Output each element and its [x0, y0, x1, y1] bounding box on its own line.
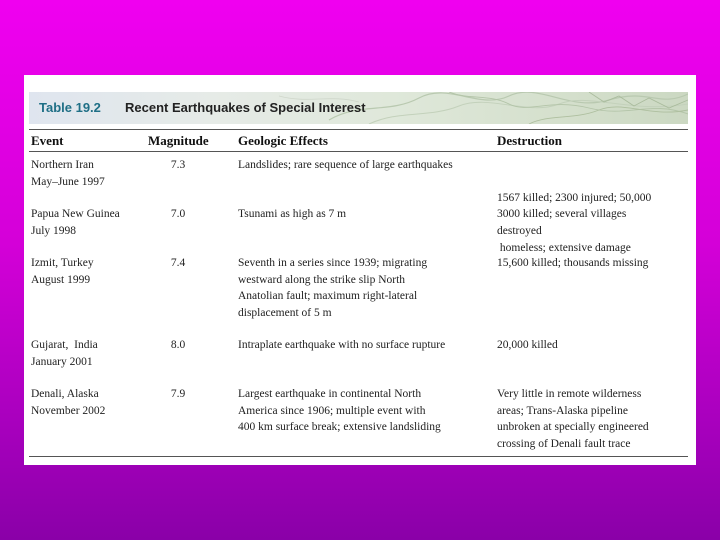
- effects-line: Largest earthquake in continental North: [238, 388, 422, 400]
- effects-line: 400 km surface break; extensive landsliding: [238, 421, 441, 433]
- table-number: Table 19.2: [39, 100, 101, 115]
- effects-line: Seventh in a series since 1939; migrating: [238, 257, 428, 269]
- destruction-cell: [497, 206, 626, 239]
- effects-line: America since 1906; multiple event with: [238, 404, 426, 417]
- effects-cell: [238, 157, 453, 174]
- effects-cell: [238, 206, 346, 223]
- effects-line: Landslides; rare sequence of large earthquakes: [238, 159, 453, 171]
- destruction-line: crossing of Denali fault trace: [497, 437, 631, 450]
- destruction-cell: [497, 337, 558, 354]
- effects-line: Tsunami as high as 7 m: [238, 208, 347, 220]
- bottom-rule: [29, 456, 688, 457]
- effects-line: Intraplate earthquake with no surface rupture: [238, 339, 446, 351]
- effects-line: displacement of 5 m: [238, 306, 332, 319]
- event-location: Izmit, Turkey: [31, 257, 94, 269]
- magnitude-cell: 7.3: [170, 159, 186, 171]
- magnitude-cell: 8.0: [170, 339, 186, 351]
- effects-line: westward along the strike slip North: [238, 273, 406, 286]
- magnitude-cell: 7.0: [170, 208, 186, 220]
- event-date: January 2001: [31, 355, 93, 368]
- event-cell: [31, 206, 120, 239]
- magnitude-cell: 7.4: [170, 257, 186, 269]
- destruction-line: unbroken at specially engineered: [497, 421, 649, 433]
- column-header-geologic-effects: Geologic Effects: [238, 133, 328, 148]
- event-cell: [31, 337, 98, 370]
- event-date: August 1999: [31, 273, 91, 286]
- table-card: [24, 75, 696, 465]
- magnitude-cell: 7.9: [170, 388, 186, 400]
- event-cell: [31, 157, 105, 190]
- event-date: May–June 1997: [31, 175, 105, 188]
- event-cell: [31, 386, 105, 419]
- top-rule: [29, 129, 688, 130]
- event-cell: [31, 255, 94, 288]
- event-location: Papua New Guinea: [31, 208, 120, 220]
- table-title: Recent Earthquakes of Special Interest: [125, 100, 366, 115]
- destruction-line: 15,600 killed; thousands missing: [497, 257, 649, 269]
- destruction-line: areas; Trans-Alaska pipeline: [497, 404, 628, 417]
- event-location: Northern Iran: [31, 159, 94, 171]
- destruction-line: Very little in remote wilderness: [497, 388, 642, 400]
- event-date: November 2002: [31, 404, 106, 417]
- column-header-magnitude: Magnitude: [148, 133, 209, 148]
- effects-line: Anatolian fault; maximum right-lateral: [238, 290, 418, 302]
- effects-cell: [238, 386, 441, 436]
- destruction-cell: [497, 386, 649, 452]
- event-date: July 1998: [31, 224, 77, 237]
- table-header-banner: [29, 92, 688, 124]
- event-location: Gujarat, India: [31, 339, 98, 351]
- effects-cell: [238, 337, 445, 354]
- destruction-line: homeless; extensive damage: [497, 241, 631, 254]
- header-rule: [29, 151, 688, 152]
- destruction-cell: [497, 255, 648, 272]
- destruction-line: 20,000 killed: [497, 339, 558, 351]
- column-header-event: Event: [31, 133, 64, 148]
- destruction-line: destroyed: [497, 224, 542, 237]
- effects-cell: [238, 255, 427, 321]
- column-header-destruction: Destruction: [497, 133, 562, 148]
- destruction-line: 1567 killed; 2300 injured; 50,000: [497, 192, 652, 204]
- destruction-line: 3000 killed; several villages: [497, 208, 627, 220]
- event-location: Denali, Alaska: [31, 388, 99, 400]
